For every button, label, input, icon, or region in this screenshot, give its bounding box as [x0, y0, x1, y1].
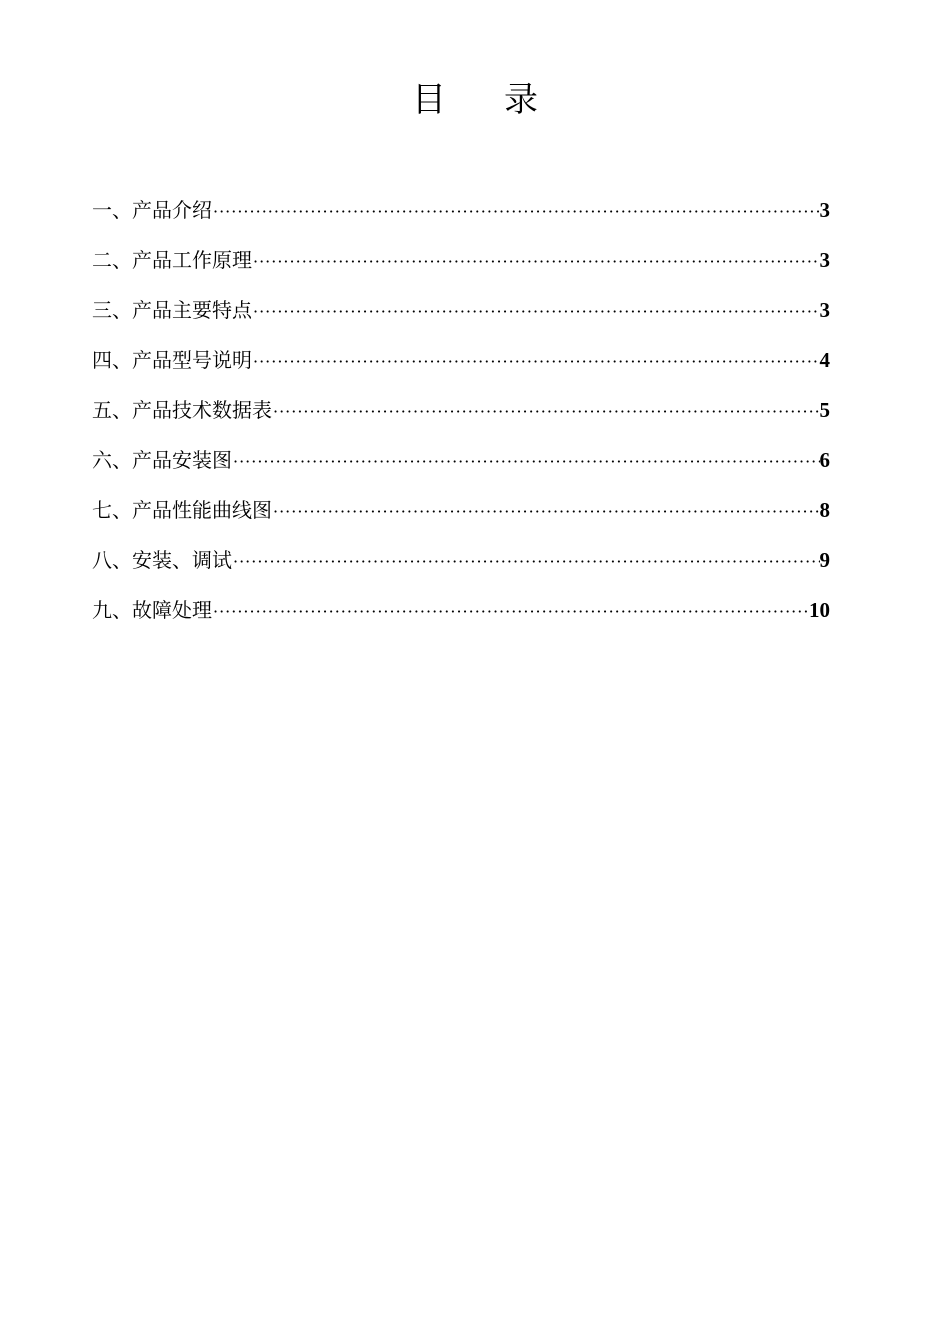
toc-dot-leader	[252, 292, 820, 332]
toc-page-number: 5	[819, 398, 830, 422]
toc-entry-label: 四、产品型号说明	[92, 348, 252, 372]
toc-page-number: 10	[809, 598, 830, 622]
table-of-contents	[92, 190, 830, 640]
toc-entry-label: 七、产品性能曲线图	[92, 498, 272, 522]
toc-page-number: 6	[819, 448, 830, 472]
toc-dot-leader	[212, 592, 809, 632]
toc-page-number: 3	[819, 248, 830, 272]
toc-entry-label: 二、产品工作原理	[92, 248, 252, 272]
toc-entry-label: 六、产品安装图	[92, 448, 232, 472]
toc-entry[interactable]	[92, 240, 830, 290]
toc-entry-label: 五、产品技术数据表	[92, 398, 272, 422]
toc-entry-label: 三、产品主要特点	[92, 298, 252, 322]
toc-page-number: 3	[819, 198, 830, 222]
toc-entry[interactable]	[92, 340, 830, 390]
page-title	[0, 78, 950, 122]
toc-page-number: 3	[819, 298, 830, 322]
toc-dot-leader	[252, 342, 820, 382]
toc-dot-leader	[232, 442, 820, 482]
toc-entry[interactable]	[92, 390, 830, 440]
toc-page-number: 4	[819, 348, 830, 372]
toc-entry[interactable]	[92, 540, 830, 590]
toc-entry-label: 一、产品介绍	[92, 198, 212, 222]
toc-dot-leader	[272, 492, 820, 532]
title-char-1: 目	[412, 80, 446, 120]
toc-page-number: 8	[819, 498, 830, 522]
toc-entry[interactable]	[92, 290, 830, 340]
toc-page-number: 9	[819, 548, 830, 572]
toc-entry[interactable]	[92, 440, 830, 490]
toc-entry-label: 八、安装、调试	[92, 548, 232, 572]
toc-dot-leader	[252, 242, 820, 282]
toc-dot-leader	[212, 192, 820, 232]
title-char-2: 录	[504, 80, 538, 120]
toc-entry[interactable]	[92, 490, 830, 540]
toc-dot-leader	[272, 392, 820, 432]
toc-entry[interactable]	[92, 190, 830, 240]
toc-entry[interactable]	[92, 590, 830, 640]
toc-dot-leader	[232, 542, 820, 582]
toc-entry-label: 九、故障处理	[92, 598, 212, 622]
